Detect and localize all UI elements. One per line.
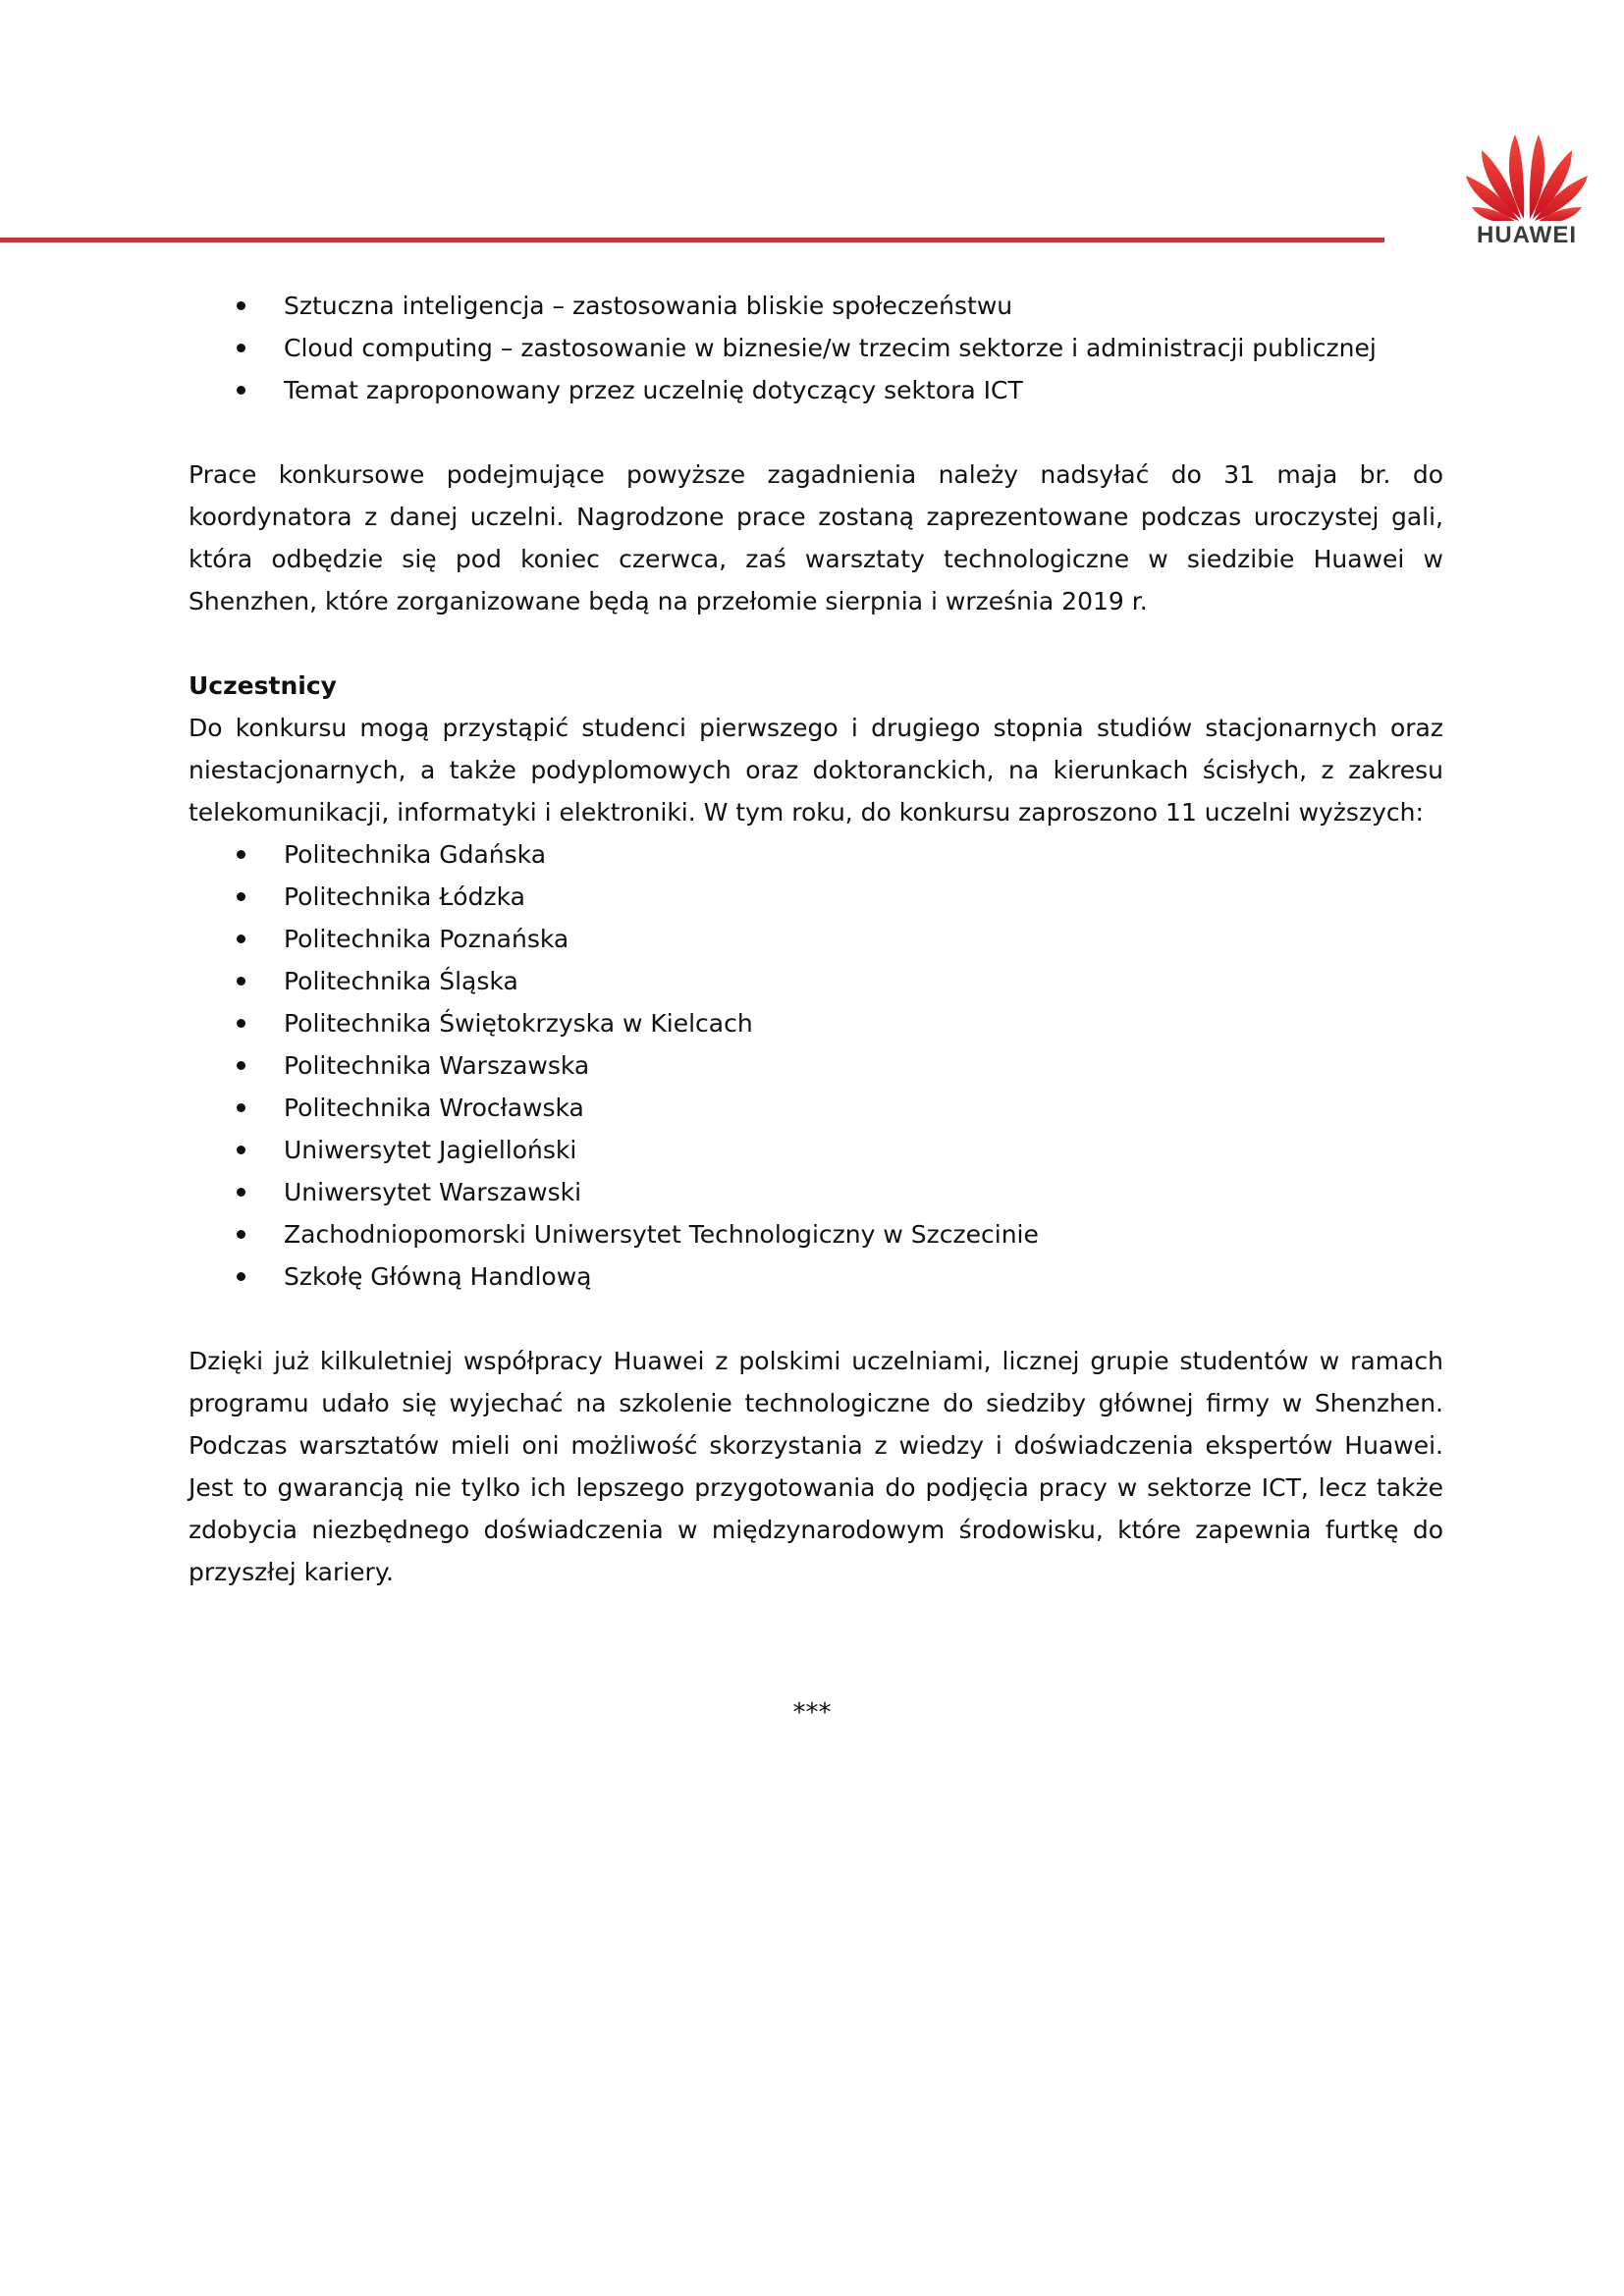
bullet-icon: [237, 977, 245, 986]
topics-list: [189, 285, 1443, 411]
bullet-icon: [237, 1230, 245, 1239]
bullet-icon: [237, 1146, 245, 1154]
list-item: Politechnika Świętokrzyska w Kielcach: [189, 1002, 1443, 1044]
list-item: Uniwersytet Warszawski: [189, 1171, 1443, 1213]
header-divider-line: [0, 238, 1384, 242]
huawei-logo: [1463, 128, 1600, 255]
bullet-icon: [237, 344, 245, 352]
bullet-icon: [237, 1019, 245, 1028]
universities-list: [189, 833, 1443, 1298]
list-item: Politechnika Gdańska: [189, 833, 1443, 876]
bullet-icon: [237, 934, 245, 943]
bullet-icon: [237, 301, 245, 310]
list-item: Sztuczna inteligencja – zastosowania bliskie społeczeństwu: [189, 285, 1443, 327]
bullet-icon: [237, 1188, 245, 1197]
huawei-logo-text: HUAWEI: [1477, 222, 1577, 248]
bullet-icon: [237, 386, 245, 395]
list-item: Politechnika Poznańska: [189, 918, 1443, 960]
list-item: Politechnika Warszawska: [189, 1044, 1443, 1087]
section-separator: ***: [792, 1698, 832, 1728]
list-item: Politechnika Śląska: [189, 960, 1443, 1002]
bullet-icon: [237, 1061, 245, 1070]
cooperation-paragraph: Dzięki już kilkuletniej współpracy Huawei z polskimi uczelniami, licznej grupie studentów w ramach programu udało się wyjechać na szkolenie technologiczne do siedziby głównej firmy w Shenzhen. Podczas warsztatów mieli oni możliwość skorzystania z wiedzy i doświadczenia ekspertów Huawei. Jest to gwarancją nie tylko ich lepszego przygotowania do podjęcia pracy w sektorze ICT, lecz także zdobycia niezbędnego doświadczenia w międzynarodowym środowisku, które zapewnia furtkę do przyszłej kariery.: [189, 1347, 1443, 1586]
bullet-icon: [237, 1272, 245, 1281]
list-item: Politechnika Wrocławska: [189, 1087, 1443, 1129]
list-item: Szkołę Główną Handlową: [189, 1255, 1443, 1298]
list-item: Uniwersytet Jagielloński: [189, 1129, 1443, 1171]
participants-intro: Do konkursu mogą przystąpić studenci pierwszego i drugiego stopnia studiów stacjonarnych oraz niestacjonarnych, a także podyplomowych oraz doktoranckich, na kierunkach ścisłych, z zakresu telekomunikacji, informatyki i elektroniki. W tym roku, do konkursu zaproszono 11 uczelni wyższych:: [189, 714, 1443, 827]
list-item: Temat zaproponowany przez uczelnię dotyczący sektora ICT: [189, 369, 1443, 411]
list-item: Cloud computing – zastosowanie w biznesie/w trzecim sektorze i administracji publicznej: [189, 327, 1443, 369]
list-item: Politechnika Łódzka: [189, 876, 1443, 918]
list-item: Zachodniopomorski Uniwersytet Technologiczny w Szczecinie: [189, 1213, 1443, 1255]
huawei-flower-icon: [1463, 128, 1591, 221]
deadline-paragraph: Prace konkursowe podejmujące powyższe zagadnienia należy nadsyłać do 31 maja br. do koordynatora z danej uczelni. Nagrodzone prace zostaną zaprezentowane podczas uroczystej gali, która odbędzie się pod koniec czerwca, zaś warsztaty technologiczne w siedzibie Huawei w Shenzhen, które zorganizowane będą na przełomie sierpnia i września 2019 r.: [189, 460, 1443, 615]
bullet-icon: [237, 892, 245, 901]
bullet-icon: [237, 850, 245, 859]
document-body: [189, 285, 1443, 1593]
section-heading-participants: Uczestnicy: [189, 671, 337, 700]
bullet-icon: [237, 1103, 245, 1112]
